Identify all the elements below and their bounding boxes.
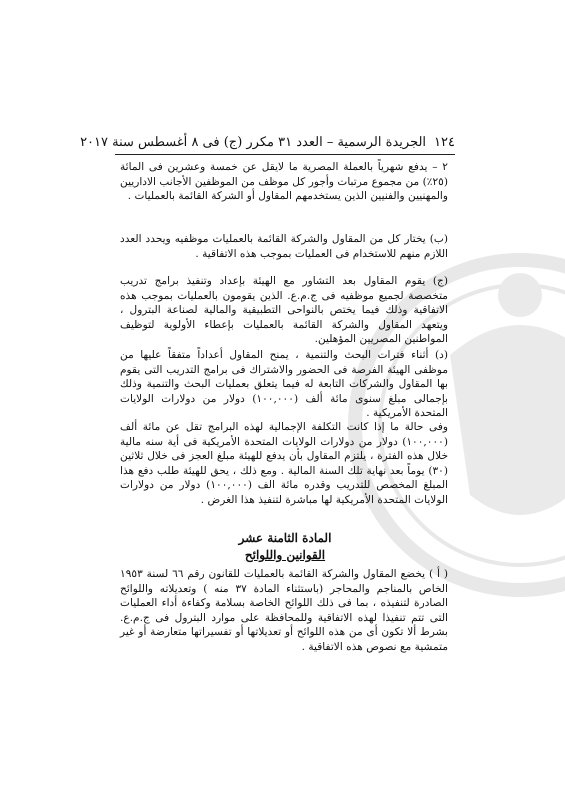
page-number: ١٢٤ — [434, 135, 455, 150]
paragraph-d-continued: وفى حالة ما إذا كانت التكلفة الإجمالية لهذه البرامج تقل عن مائة ألف (١٠٠,٠٠٠) دولار من دولارات الولايات المتحدة الأمريكية فى أية سنه مالية خلال هذه الفترة ، يلتزم المقاول بأن يدفع للهيئة مبلغ العجز فى خلال ثلاثين (٣٠) يوماً بعد نهاية تلك السنة المالية . ومع ذلك ، يحق للهيئة طلب دفع هذا المبلغ المخصص للتدريب وقدره مائة الف (١٠٠,٠٠٠) دولار من دولارات الولايات المتحدة الأمريكية لها مباشرة لتنفيذ هذا الغرض . — [120, 421, 449, 506]
gazette-title: الجريدة الرسمية – العدد ٣١ مكرر (ج) فى ٨ أغسطس سنة ٢٠١٧ — [80, 135, 427, 150]
paragraph-a: ( أ ) يخضع المقاول والشركة القائمة بالعمليات للقانون رقم ٦٦ لسنة ١٩٥٣ الخاص بالمناجم والمحاجر (باستثناء المادة ٣٧ منه ) وتعديلاته واللوائح الصادرة لتنفيذه ، بما فى ذلك اللوائح الخاصة بسلامة وكفاءة أداء العمليات التى تتم تنفيذا لهذه الاتفاقية وللمحافظة على موارد البترول فى ج.م.ع. بشرط ألا تكون أى من هذه اللوائح أو تعديلاتها أو تفسيراتها متعارضة أو غير متمشية مع نصوص هذه الاتفاقية . — [120, 568, 448, 653]
paragraph-d: (د) أثناء فترات البحث والتنمية ، يمنح المقاول أعداداً متفقاً عليها من موظفى الهيئة الفرصة فى الحضور والاشتراك فى برامج التدريب التى يقوم بها المقاول والشركات التابعة له فيما يتعلق بعمليات البحث والتنمية وذلك بإجمالى مبلغ سنوى مائة ألف (١٠٠,٠٠٠) دولار من دولارات الولايات المتحدة الأمريكية . — [120, 349, 448, 420]
article-heading: المادة الثامنة عشر — [238, 531, 332, 545]
article-subject-heading: القوانين واللوائح — [244, 548, 326, 562]
page-header — [80, 127, 455, 155]
paragraph-c: (ج) يقوم المقاول بعد التشاور مع الهيئة بإعداد وتنفيذ برامج تدريب متخصصة لجميع موظفيه فى ج.م.ع. الذين يقومون بالعمليات بموجب هذه الاتفاقية وذلك فيما يختص بالنواحى التطبيقية والمالية لصناعة البترول ، ويتعهد المقاول والشركة القائمة بالعمليات بإعطاء الأولوية لتوظيف المواطنين المصريين المؤهلين. — [120, 275, 448, 346]
paragraph-item-2: ٢ – يدفع شهرياً بالعملة المصرية ما لايقل عن خمسة وعشرين فى المائة (٢٥٪) من مجموع مرتبات وأجور كل موظف من الموظفين الأجانب الاداريين والمهنيين والفنيين الذين يستخدمهم المقاول أو الشركة القائمة بالعمليات . — [120, 161, 448, 203]
paragraph-b: (ب) يختار كل من المقاول والشركة القائمة بالعمليات موظفيه ويحدد العدد اللازم منهم للاستخدام فى العمليات بموجب هذه الاتفاقية . — [120, 233, 448, 260]
